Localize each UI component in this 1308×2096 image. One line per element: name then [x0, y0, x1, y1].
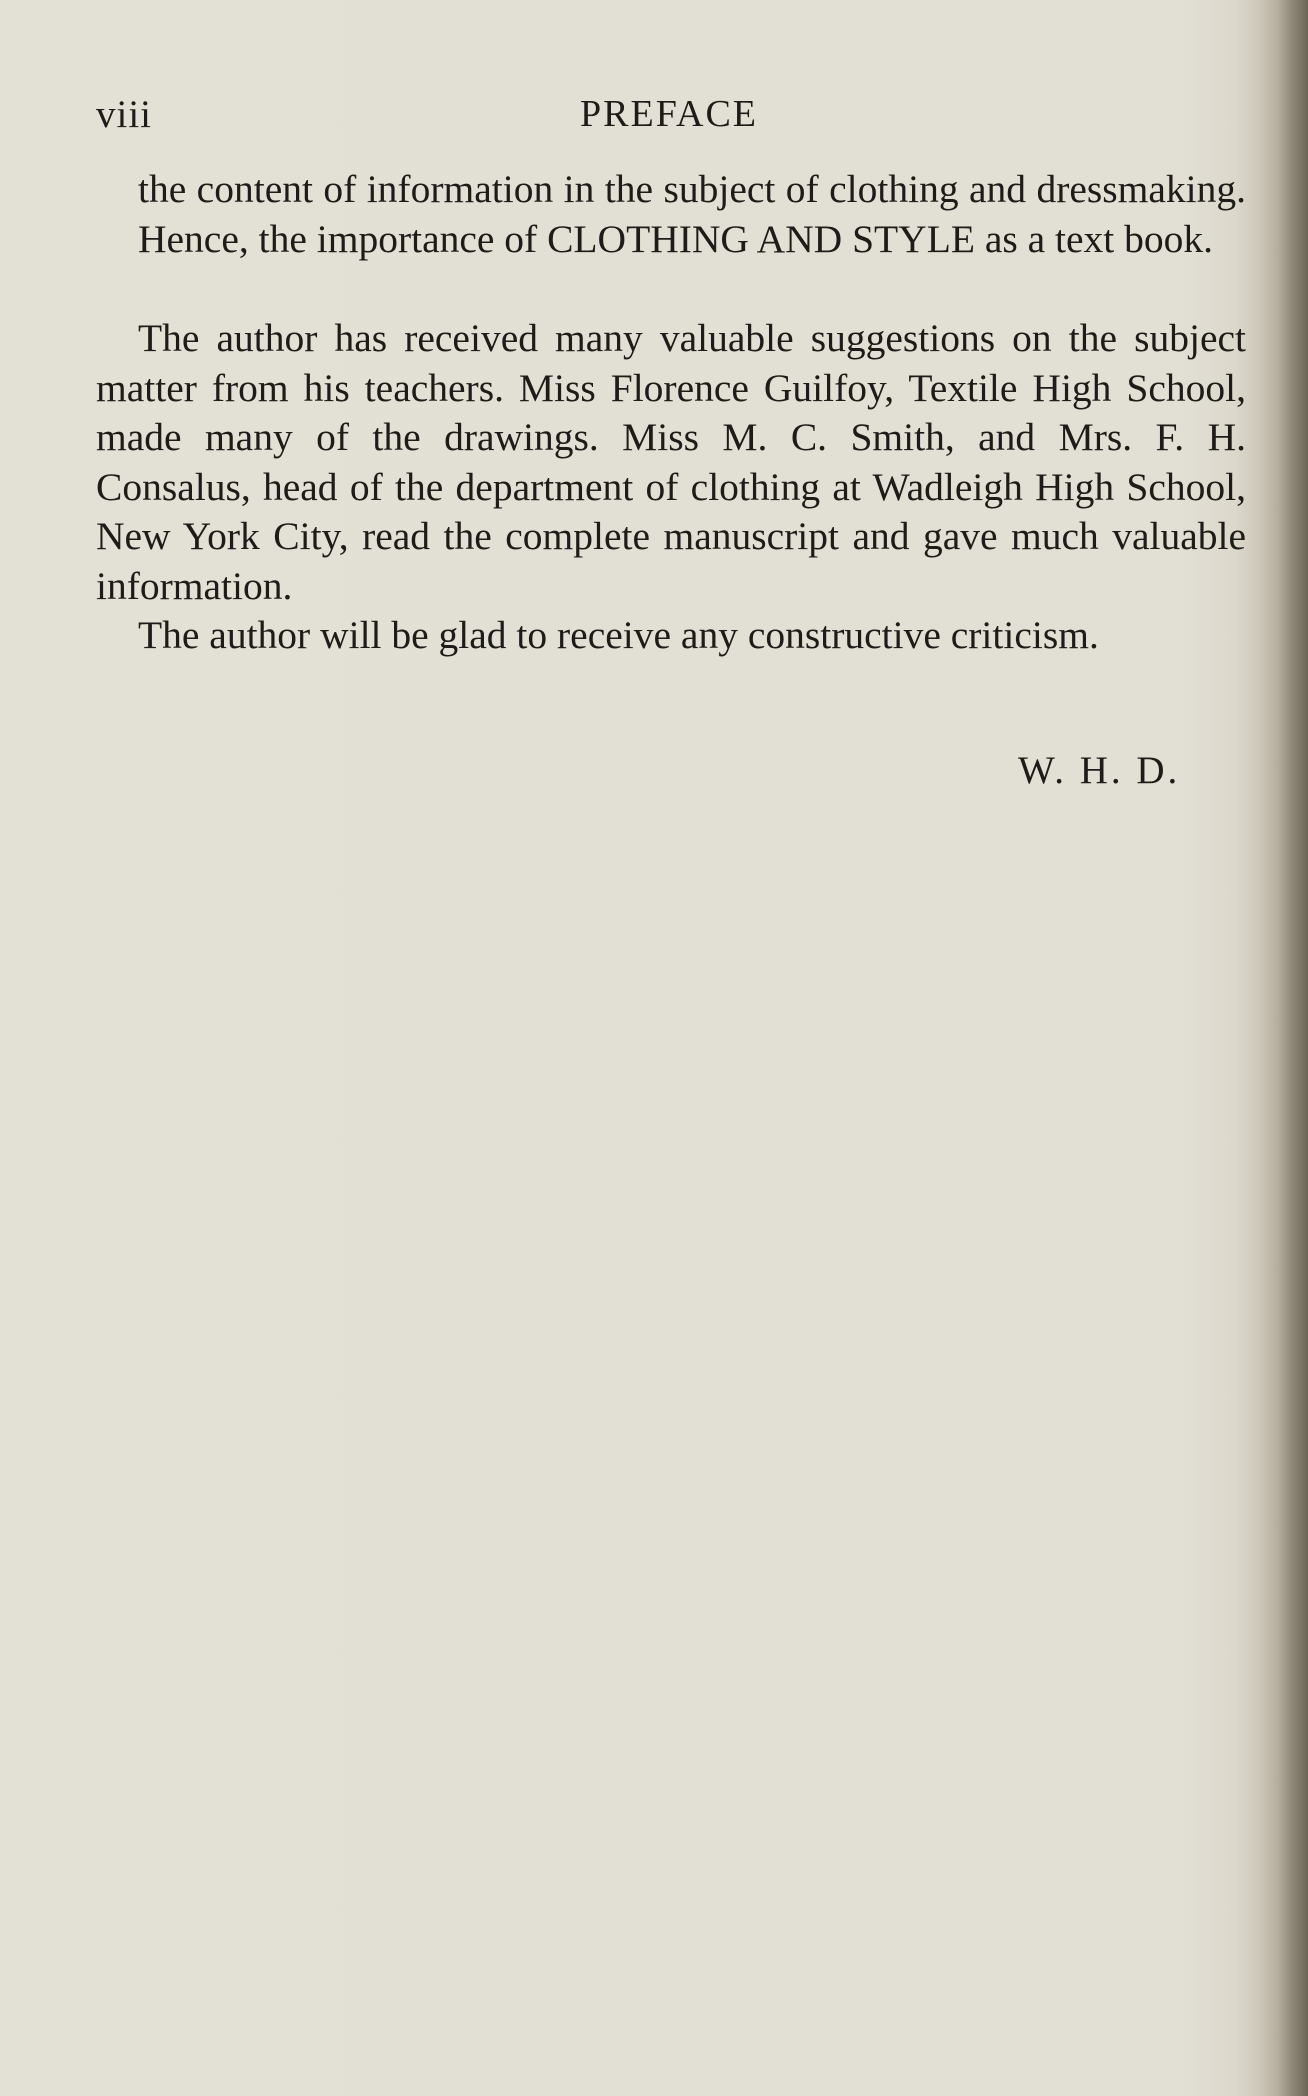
- paragraph-gap: [96, 264, 1246, 314]
- paragraph-acknowledgements: The author has received many valuable suggestions on the subject matter from his teachers. Miss Florence Guilfoy, Textile High School, made many of the drawings. Miss M. C. Smith, and Mrs. F. H. Consalus, head of the department of clothing at Wadleigh High School, New York City, read the complete manuscript and gave much valuable information.: [96, 316, 1246, 608]
- paragraph-closing: The author will be glad to receive any constructive criticism.: [138, 613, 1099, 657]
- running-head-title: PREFACE: [580, 93, 759, 135]
- preface-body: [96, 165, 1246, 661]
- running-head: [96, 92, 1246, 142]
- author-initials: W. H. D.: [1018, 749, 1181, 792]
- paragraph-continuation: the content of information in the subject of clothing and dressmaking. Hence, the importance of CLOTHING AND STYLE as a text book.: [138, 167, 1246, 261]
- page-number: viii: [96, 93, 153, 136]
